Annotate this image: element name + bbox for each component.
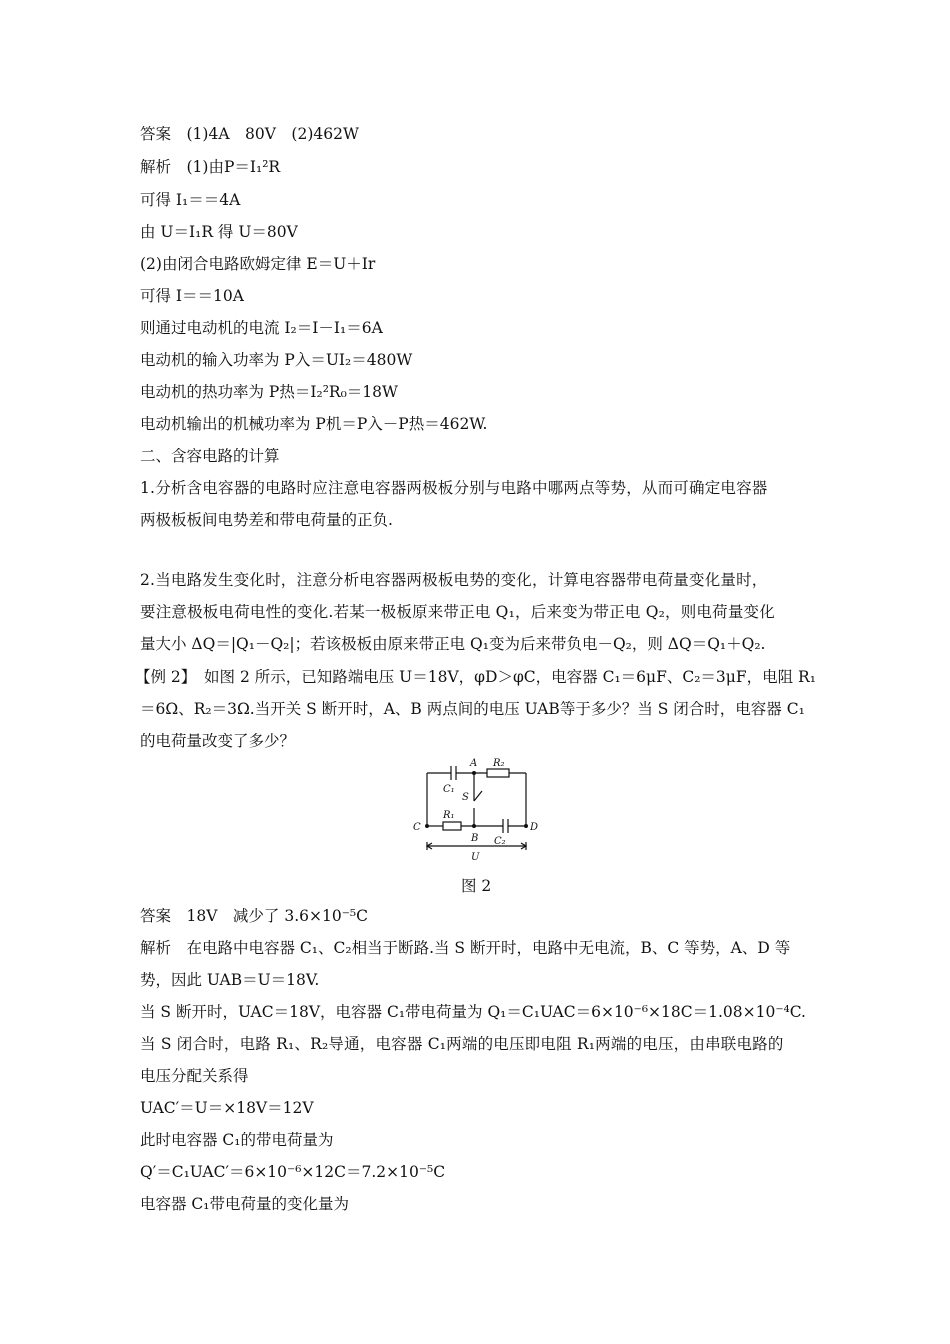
text-line: 电压分配关系得: [140, 1067, 249, 1085]
analysis-1: 解析 (1)由P＝I₁²R: [140, 158, 281, 176]
label-a: A: [470, 758, 478, 769]
node-b: [472, 824, 476, 828]
text-line: 此时电容器 C₁的带电荷量为: [140, 1131, 334, 1149]
node-c: [425, 824, 429, 828]
label-r2: R₂: [493, 758, 505, 769]
resistor-r1: [443, 822, 461, 830]
figure-caption: 图 2: [461, 877, 492, 895]
text-line: 电动机的输入功率为 P入＝UI₂＝480W: [140, 351, 413, 369]
text-line: UAC′＝U＝×18V＝12V: [140, 1099, 314, 1117]
node-d: [524, 824, 528, 828]
text-line: 电动机输出的机械功率为 P机＝P入－P热＝462W.: [140, 415, 488, 433]
text-line: 由 U＝I₁R 得 U＝80V: [140, 223, 298, 241]
label-d: D: [530, 822, 539, 833]
answer-2: 答案 18V 减少了 3.6×10⁻⁵C: [140, 907, 368, 925]
label-s: S: [462, 792, 469, 803]
text-line: 电动机的热功率为 P热＝I₂²R₀＝18W: [140, 383, 398, 401]
text-line: 势，因此 UAB＝U＝18V.: [140, 971, 320, 989]
paragraph-line: 1.分析含电容器的电路时应注意电容器两极板分别与电路中哪两点等势，从而可确定电容器: [140, 479, 768, 497]
label-c2: C₂: [494, 836, 506, 847]
text-line: 可得 I＝＝10A: [140, 287, 244, 305]
text-line: Q′＝C₁UAC′＝6×10⁻⁶×12C＝7.2×10⁻⁵C: [140, 1163, 446, 1181]
label-u: U: [471, 852, 480, 863]
text-line: 当 S 闭合时，电路 R₁、R₂导通，电容器 C₁两端的电压即电阻 R₁两端的电压，由串联电路的: [140, 1035, 784, 1053]
label-r1: R₁: [443, 810, 455, 821]
paragraph-line: 要注意极板电荷电性的变化.若某一极板原来带正电 Q₁，后来变为带正电 Q₂，则电荷量变化: [140, 603, 775, 621]
example-line: 的电荷量改变了多少？: [140, 732, 296, 750]
node-a: [472, 771, 476, 775]
analysis-2: 解析 在电路中电容器 C₁、C₂相当于断路.当 S 断开时，电路中无电流，B、C 等势，A、D 等: [140, 939, 791, 957]
example-line: ＝6Ω、R₂＝3Ω.当开关 S 断开时，A、B 两点间的电压 UAB等于多少？当 S 闭合时，电容器 C₁: [140, 700, 805, 718]
label-b: B: [471, 833, 479, 844]
text-line: 则通过电动机的电流 I₂＝I－I₁＝6A: [140, 319, 383, 337]
circuit-diagram: [410, 758, 550, 870]
label-c1: C₁: [443, 784, 455, 795]
paragraph-line: 2.当电路发生变化时，注意分析电容器两极板电势的变化，计算电容器带电荷量变化量时，: [140, 571, 768, 589]
resistor-r2: [487, 769, 509, 777]
paragraph-line: 两极板板间电势差和带电荷量的正负.: [140, 511, 393, 529]
answer-1: 答案 (1)4A 80V (2)462W: [140, 125, 359, 143]
label-c: C: [413, 822, 421, 833]
example-title: 【例 2】 如图 2 所示，已知路端电压 U＝18V，φD＞φC，电容器 C₁＝6μF、C₂＝3μF，电阻 R₁: [135, 668, 816, 686]
text-line: 可得 I₁＝＝4A: [140, 191, 241, 209]
text-line: (2)由闭合电路欧姆定律 E＝U＋Ir: [140, 255, 376, 273]
text-line: 电容器 C₁带电荷量的变化量为: [140, 1195, 350, 1213]
switch-s: [474, 791, 482, 801]
paragraph-line: 量大小 ΔQ＝|Q₁－Q₂|；若该极板由原来带正电 Q₁变为后来带负电－Q₂，则 ΔQ＝Q₁＋Q₂.: [140, 635, 766, 653]
text-line: 当 S 断开时，UAC＝18V，电容器 C₁带电荷量为 Q₁＝C₁UAC＝6×10⁻⁶×18C＝1.08×10⁻⁴C.: [140, 1003, 806, 1021]
section-heading: 二、含容电路的计算: [140, 447, 280, 465]
